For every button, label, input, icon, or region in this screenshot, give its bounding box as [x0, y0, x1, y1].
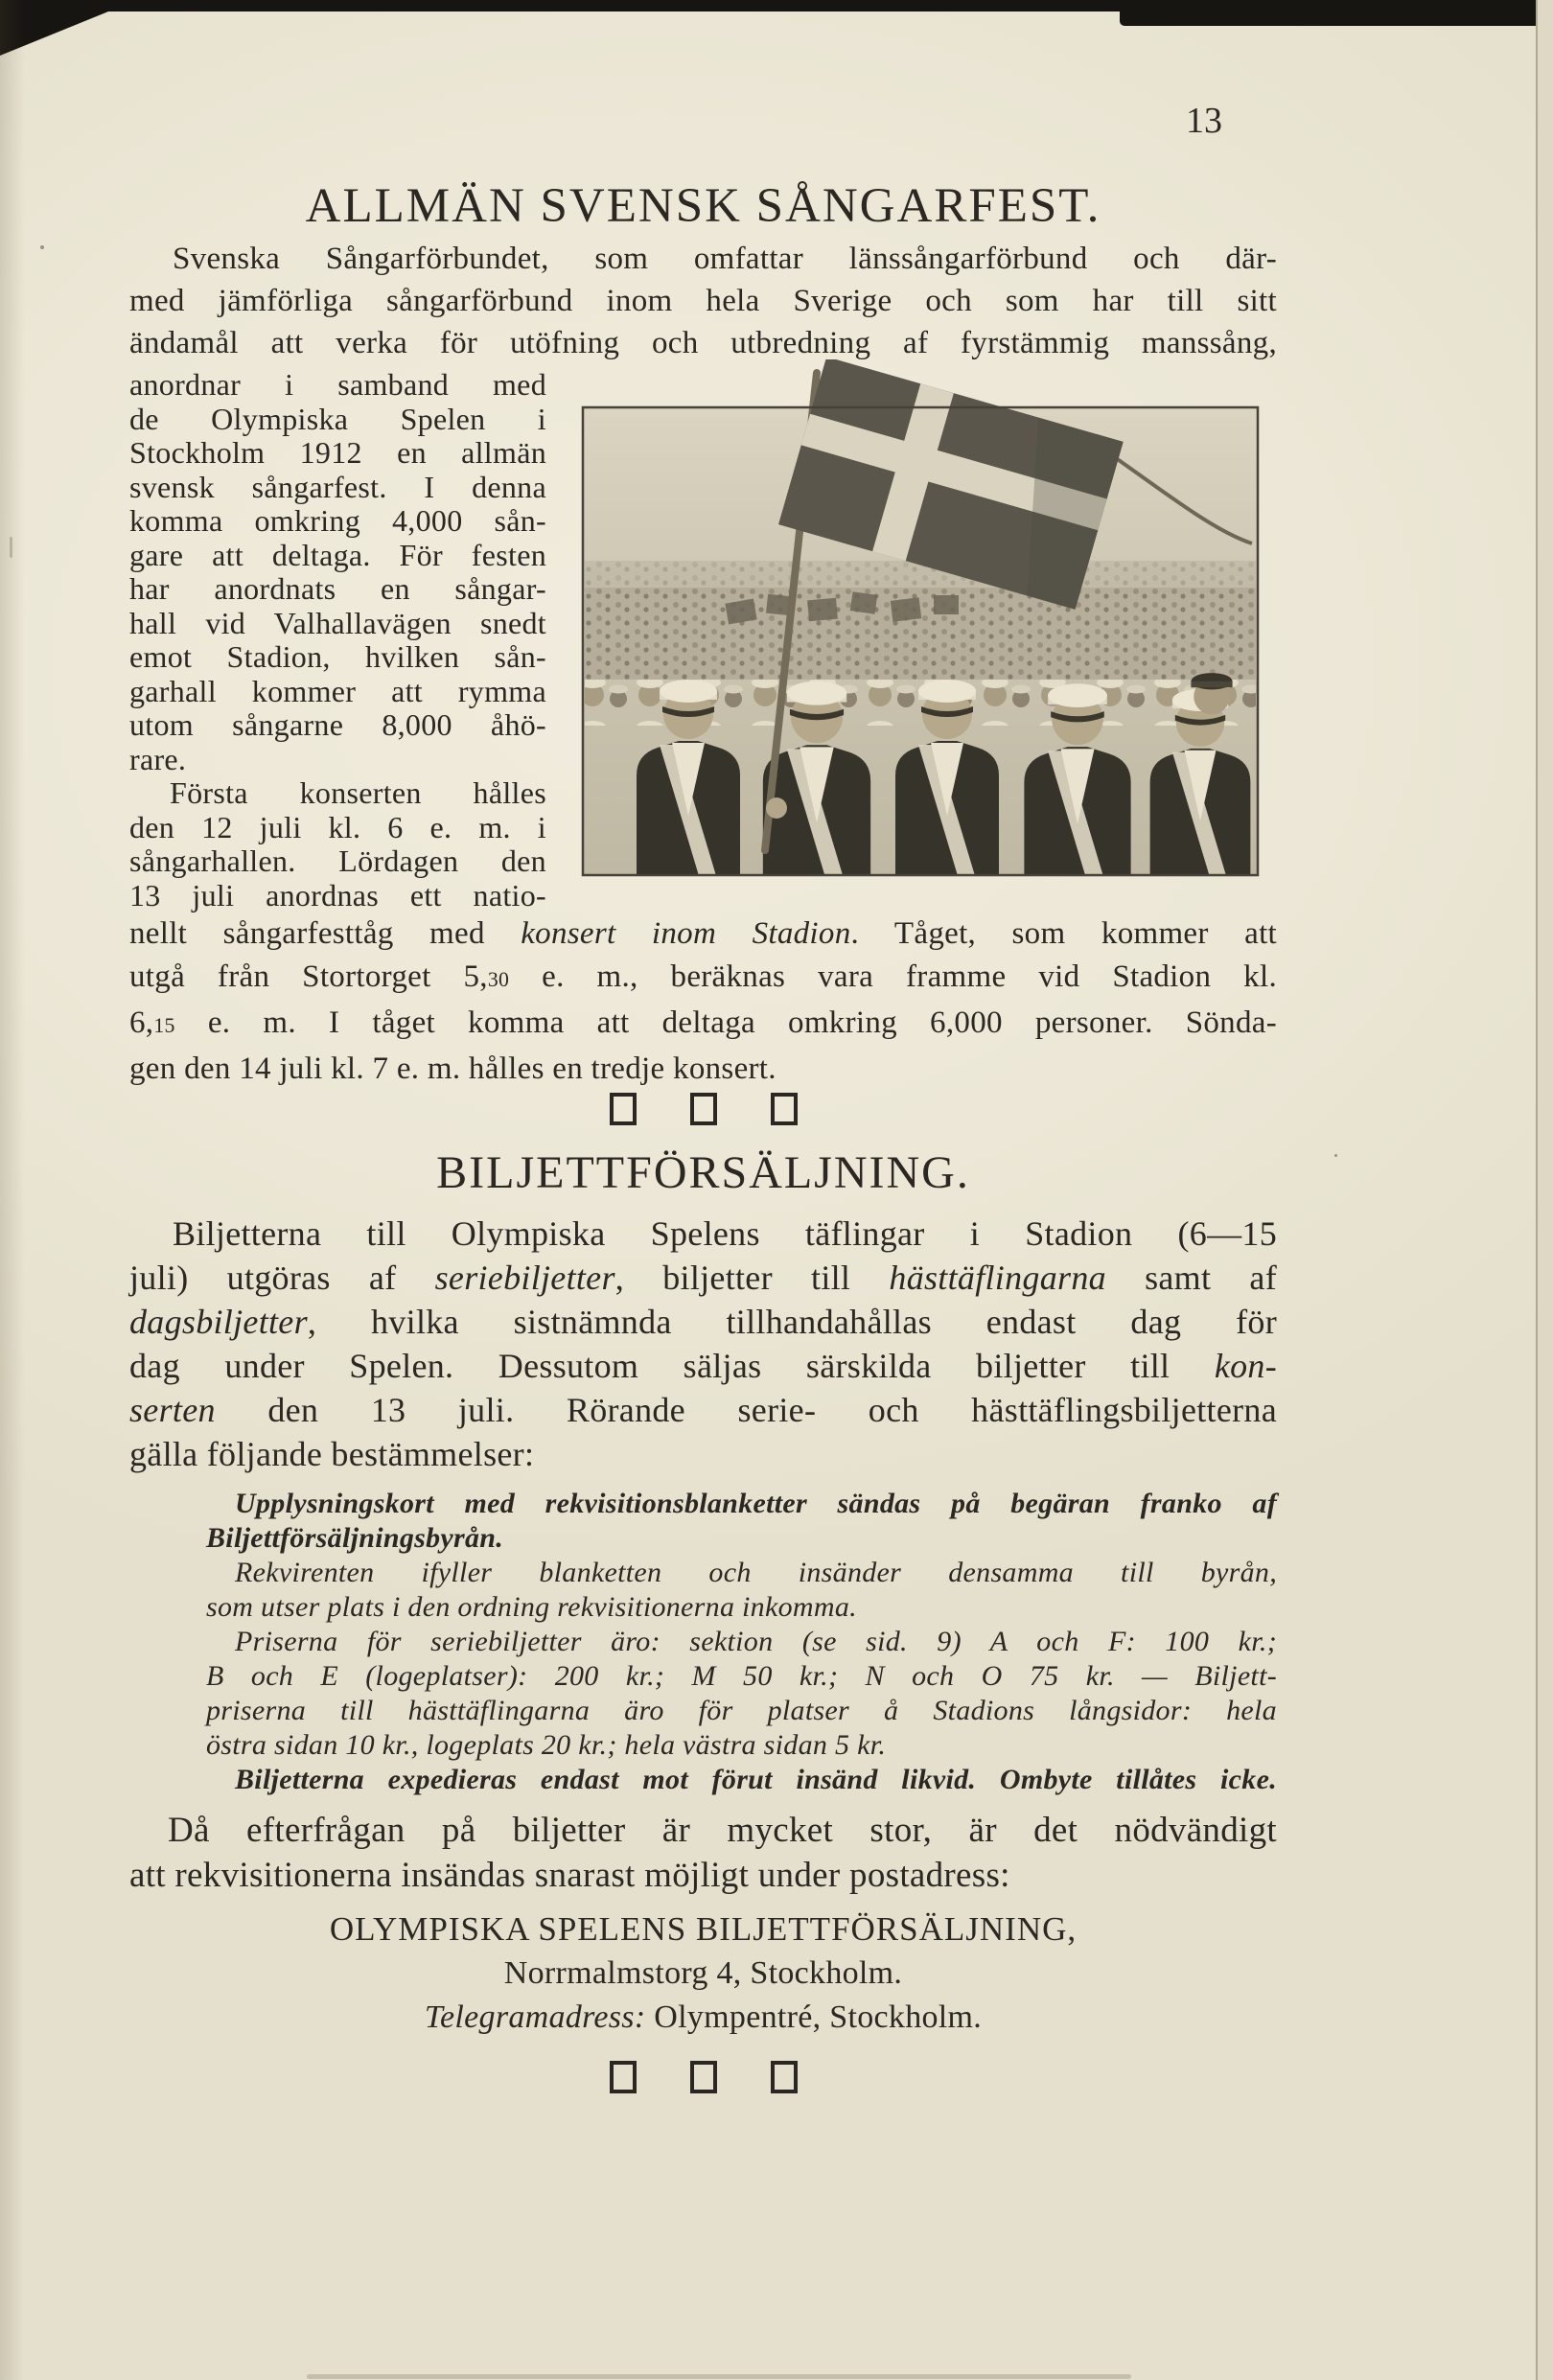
text-line: ändamål att verka för utöfning och utbredning af fyrstämmig manssång, — [129, 326, 1277, 360]
article-title: ALLMÄN SVENSK SÅNGARFEST. — [305, 179, 1101, 233]
text-line: Biljettförsäljningsbyrån. — [206, 1522, 504, 1554]
text-line: Rekvirenten ifyller blanketten och insänder densamma till byrån, — [235, 1557, 1277, 1588]
text-line: Första konserten hålles — [170, 775, 546, 810]
text-line: utgå från Stortorget 5,30 e. m., beräknas vara framme vid Stadion kl. — [129, 959, 1277, 994]
text-line: nellt sångarfesttåg med konsert inom Stadion. Tåget, som kommer att — [129, 916, 1278, 951]
text-line: östra sidan 10 kr., logeplats 20 kr.; hela västra sidan 5 kr. — [206, 1729, 887, 1761]
text-line: Svenska Sångarförbundet, som omfattar länssångarförbund och där- — [173, 242, 1277, 276]
book-gutter-shadow — [0, 0, 25, 2380]
page-number: 13 — [1186, 101, 1222, 141]
text-line: som utser plats i den ordning rekvisitionerna inkomma. — [206, 1591, 857, 1623]
text-line: 13 juli anordnas ett natio- — [129, 877, 546, 913]
text-line: dagsbiljetter, hvilka sistnämnda tillhandahållas endast dag för — [129, 1303, 1277, 1341]
ticket-rules-block — [206, 1487, 1277, 1797]
text-line: Biljetterna till Olympiska Spelens täflingar i Stadion (6—15 — [173, 1214, 1277, 1253]
text-line: utom sångarne 8,000 åhö- — [129, 707, 546, 742]
text-line: Telegramadress: Olympentré, Stockholm. — [424, 1999, 983, 2035]
address-block — [129, 1907, 1277, 2040]
text-line: har anordnats en sångar- — [129, 571, 546, 606]
text-line: dag under Spelen. Dessutom säljas särskilda biljetter till kon- — [129, 1347, 1277, 1385]
text-line: emot Stadion, hvilken sån- — [129, 639, 546, 674]
text-line: priserna till hästtäflingarna äro för platser å Stadions långsidor: hela — [206, 1695, 1277, 1726]
text-line: OLYMPISKA SPELENS BILJETTFÖRSÄLJNING, — [329, 1910, 1078, 1948]
tickets-section-title: BILJETTFÖRSÄLJNING. — [436, 1147, 970, 1198]
photo-illustration — [575, 359, 1265, 882]
square-ornament — [690, 2061, 717, 2093]
ornament-squares — [129, 2061, 1277, 2093]
text-line: den 12 juli kl. 6 e. m. i — [129, 809, 546, 844]
text-line: Norrmalmstorg 4, Stockholm. — [503, 1955, 903, 1991]
flagbearer-hand — [766, 797, 787, 819]
text-line: Då efterfrågan på biljetter är mycket stor, är det nödvändigt — [168, 1811, 1277, 1850]
text-line: serten den 13 juli. Rörande serie- och hästtäflingsbiljetterna — [129, 1391, 1277, 1429]
outro-paragraph — [129, 913, 1277, 1091]
text-line: garhall kommer att rymma — [129, 673, 546, 708]
square-ornament — [610, 1093, 637, 1125]
text-line: B och E (logeplatser): 200 kr.; M 50 kr.; N och O 75 kr. — Biljett- — [206, 1660, 1277, 1692]
closing-paragraph — [129, 1808, 1277, 1898]
page-edge-shadow — [1536, 0, 1553, 2380]
text-line: 6,15 e. m. I tåget komma att deltaga omkring 6,000 personer. Sönda- — [129, 1005, 1277, 1040]
text-line: gen den 14 juli kl. 7 e. m. hålles en tredje konsert. — [129, 1051, 776, 1086]
square-ornament — [610, 2061, 637, 2093]
text-line: Upplysningskort med rekvisitionsblanketter sändas på begäran franko af — [235, 1488, 1277, 1519]
text-line: anordnar i samband med — [129, 367, 546, 402]
text-line: juli) utgöras af seriebiljetter, biljetter till hästtäflingarna samt af — [129, 1259, 1277, 1297]
text-line: Stockholm 1912 en allmän — [129, 435, 546, 470]
text-line: hall vid Valhallavägen snedt — [129, 605, 546, 640]
square-ornament — [771, 1093, 798, 1125]
scan-top-border-right — [1120, 0, 1553, 26]
square-ornament — [771, 2061, 798, 2093]
dust-speck — [1334, 1154, 1337, 1157]
text-line: gälla följande bestämmelser: — [129, 1435, 535, 1473]
tickets-paragraph — [129, 1212, 1277, 1476]
text-line: svensk sångarfest. I denna — [129, 469, 546, 504]
text-line: med jämförliga sångarförbund inom hela Sverige och som har till sitt — [129, 284, 1277, 318]
square-ornament — [690, 1093, 717, 1125]
ornament-squares — [129, 1093, 1277, 1125]
dust-speck — [10, 537, 12, 558]
dust-speck — [40, 245, 44, 249]
text-line: rare. — [129, 741, 187, 776]
text-line: de Olympiska Spelen i — [129, 401, 546, 436]
text-line: Priserna för seriebiljetter äro: sektion (se sid. 9) A och F: 100 kr.; — [235, 1626, 1277, 1657]
crowd-texture — [585, 588, 1256, 680]
intro-paragraph — [129, 238, 1277, 364]
text-line: komma omkring 4,000 sån- — [129, 503, 546, 538]
wrapped-text-column — [129, 368, 546, 913]
text-line: gare att deltaga. För festen — [129, 537, 546, 572]
text-line: att rekvisitionerna insändas snarast möjligt under postadress: — [129, 1856, 1010, 1895]
photo-figure — [575, 359, 1265, 882]
scan-smudge — [307, 2374, 1131, 2379]
text-line: Biljetterna expedieras endast mot förut insänd likvid. Ombyte tillåtes icke. — [235, 1764, 1277, 1795]
text-line: sångarhallen. Lördagen den — [129, 843, 546, 878]
